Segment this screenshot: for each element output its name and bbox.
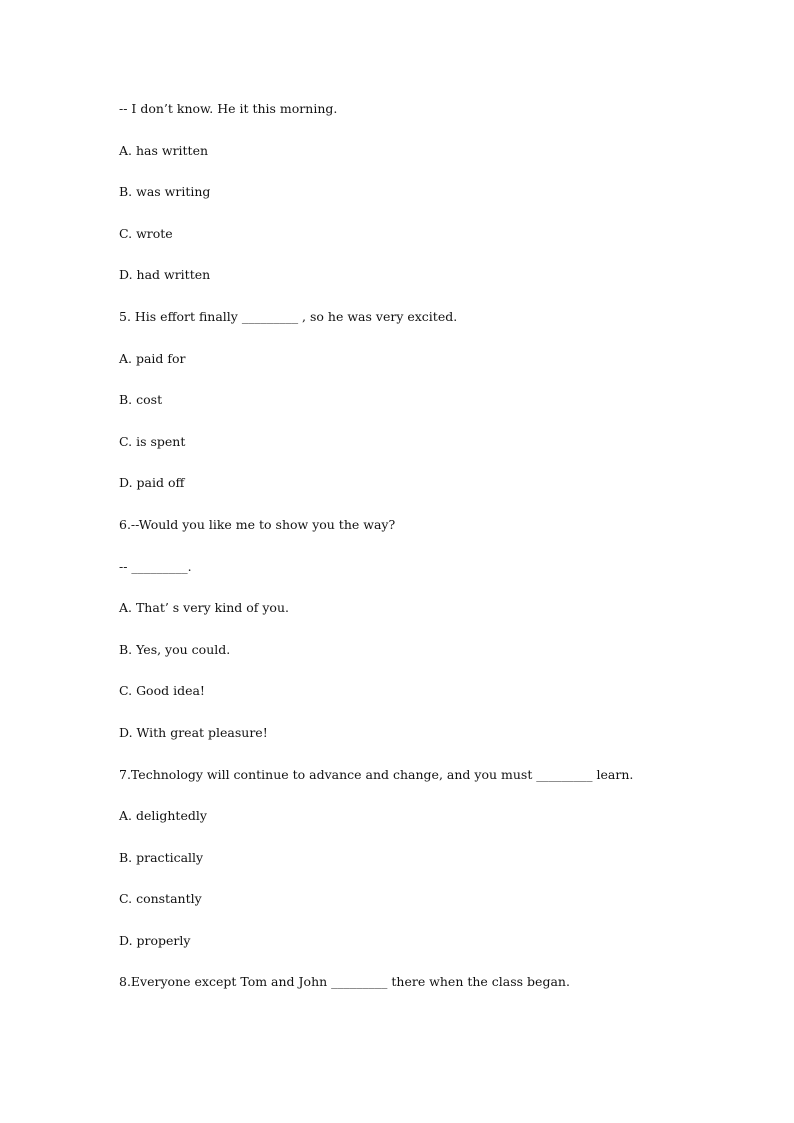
- question-6-option-b: B. Yes, you could.: [119, 641, 231, 657]
- question-7-option-c: C. constantly: [119, 891, 202, 907]
- question-5-option-a: A. paid for: [119, 350, 186, 366]
- question-6-reply: -- _________.: [119, 558, 192, 574]
- question-5-stem: 5. His effort finally _________ , so he was very excited.: [119, 308, 458, 324]
- question-4-option-c: C. wrote: [119, 225, 173, 241]
- question-7-option-b: B. practically: [119, 849, 204, 865]
- question-6-option-a: A. That’ s very kind of you.: [119, 600, 289, 616]
- question-4-option-b: B. was writing: [119, 184, 211, 200]
- question-4-option-d: D. had written: [119, 267, 211, 283]
- question-8-stem: 8.Everyone except Tom and John _________ there when the class began.: [119, 974, 570, 990]
- question-6-option-d: D. With great pleasure!: [119, 724, 268, 740]
- question-7-stem: 7.Technology will continue to advance and change, and you must _________ learn.: [119, 766, 634, 782]
- question-5-option-c: C. is spent: [119, 433, 186, 449]
- question-6-stem: 6.--Would you like me to show you the way?: [119, 516, 396, 532]
- question-7-option-d: D. properly: [119, 932, 191, 948]
- question-5-option-b: B. cost: [119, 392, 163, 408]
- question-7-option-a: A. delightedly: [119, 808, 207, 824]
- question-5-option-d: D. paid off: [119, 475, 185, 491]
- question-list: [119, 98, 759, 1013]
- question-6-option-c: C. Good idea!: [119, 683, 205, 699]
- question-4-reply: -- I don’t know. He it this morning.: [119, 101, 338, 116]
- question-4-option-a: A. has written: [119, 142, 209, 158]
